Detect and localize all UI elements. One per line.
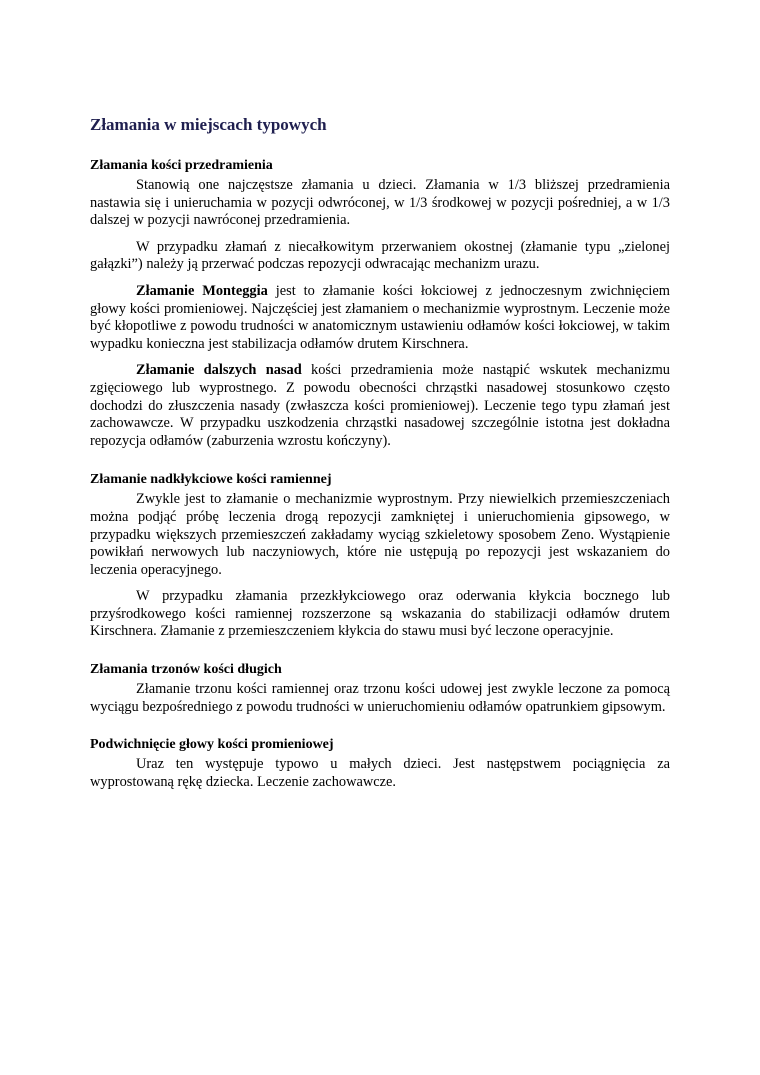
paragraph — [90, 283, 670, 353]
paragraph — [90, 756, 670, 791]
paragraph-text: Uraz ten występuje typowo u małych dzieci. Jest następstwem pociągnięcia za wyprostowaną rękę dziecka. Leczenie zachowawcze. — [90, 756, 670, 790]
paragraph-text: Stanowią one najczęstsze złamania u dzieci. Złamania w 1/3 bliższej przedramienia nastawia się i unieruchamia w pozycji odwróconej, w 1/3 środkowej w pozycji pośredniej, a w 1/3 dalszej w pozycji nawróconej przedramienia. — [90, 177, 670, 229]
paragraph — [90, 588, 670, 641]
section-heading: Złamanie nadkłykciowe kości ramiennej — [90, 472, 332, 488]
paragraph-text: kości przedramienia może nastąpić wskutek mechanizmu zgięciowego lub wyprostnego. Z powodu obecności chrząstki nasadowej stosunkowo często dochodzi do złuszczenia nasady (zwłaszcza kości promieniowej). Leczenie tego typu złamań jest zachowawcze. W przypadku uszkodzenia chrząstki nasadowej szczególnie istotna jest dokładna repozycja odłamów (zaburzenia wzrostu kończyny). — [90, 362, 670, 449]
section-radial-head-subluxation — [90, 736, 670, 791]
paragraph — [90, 491, 670, 579]
section-long-bone-shaft-fractures — [90, 661, 670, 716]
section-heading: Podwichnięcie głowy kości promieniowej — [90, 737, 334, 753]
section-forearm-fractures — [90, 157, 670, 450]
paragraph-text: W przypadku złamań z niecałkowitym przerwaniem okostnej (złamanie typu „zielonej gałązki”) należy ją przerwać podczas repozycji odwracając mechanizm urazu. — [90, 238, 670, 273]
document-title: Złamania w miejscach typowych — [90, 115, 327, 134]
section-heading: Złamania kości przedramienia — [90, 158, 273, 173]
paragraph — [90, 177, 670, 230]
paragraph — [90, 362, 670, 450]
paragraph-lead: Złamanie dalszych nasad — [136, 362, 302, 379]
paragraph — [90, 239, 670, 274]
paragraph-text: Zwykle jest to złamanie o mechanizmie wyprostnym. Przy niewielkich przemieszczeniach można podjąć próbę leczenia drogą repozycji zamkniętej i unieruchomienia gipsowego, w przypadku większych przemieszczeń zakładamy wyciąg szkieletowy sposobem Zeno. Wystąpienie powikłań nerwowych lub naczyniowych, które nie ustępują po repozycji jest wskazaniem do leczenia operacyjnego. — [90, 491, 670, 578]
paragraph-text: jest to złamanie kości łokciowej z jednoczesnym zwichnięciem głowy kości promieniowej. Najczęściej jest złamaniem o mechanizmie wyprostnym. Leczenie może być kłopotliwe z powodu trudności w anatomicznym ustawieniu odłamów kości łokciowej, w takim wypadku konieczna jest stabilizacja odłamów drutem Kirschnera. — [90, 282, 670, 352]
paragraph-text: W przypadku złamania przezkłykciowego oraz oderwania kłykcia bocznego lub przyśrodkowego kości ramiennej rozszerzone są wskazania do stabilizacji odłamów drutem Kirschnera. Złamanie z przemieszczeniem kłykcia do stawu musi być leczone operacyjnie. — [90, 588, 670, 640]
paragraph-text: Złamanie trzonu kości ramiennej oraz trzonu kości udowej jest zwykle leczone za pomocą wyciągu bezpośredniego z powodu trudności w unieruchomieniu odłamów opatrunkiem gipsowym. — [90, 681, 670, 715]
section-supracondylar-fracture — [90, 471, 670, 641]
paragraph — [90, 681, 670, 716]
paragraph-lead: Złamanie Monteggia — [136, 282, 268, 299]
section-heading: Złamania trzonów kości długich — [90, 662, 282, 678]
